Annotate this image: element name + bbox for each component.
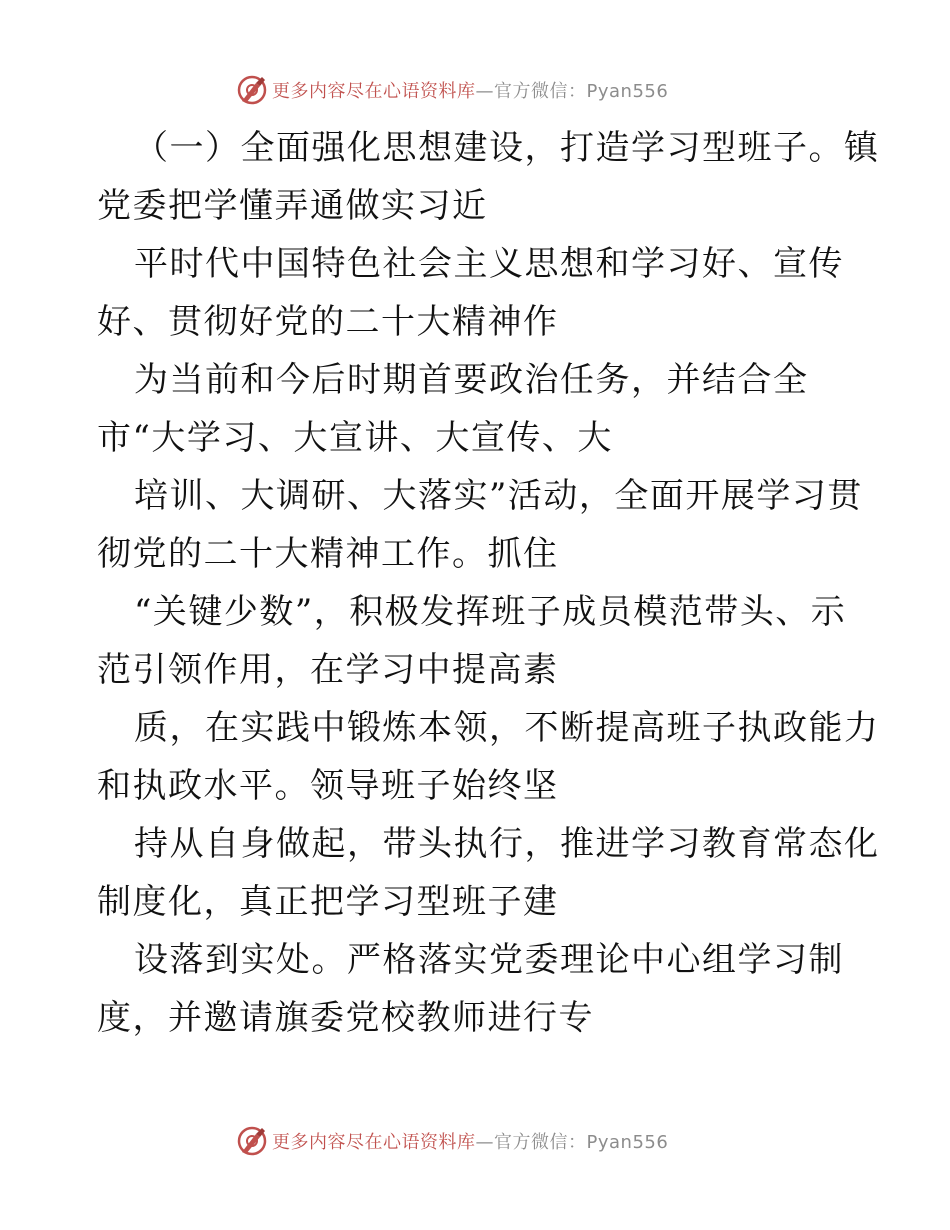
pen-logo-icon — [236, 1125, 268, 1157]
body-line: 设落到实处。严格落实党委理论中心组学习制 — [134, 940, 844, 980]
body-line: 度，并邀请旗委党校教师进行专 — [97, 998, 594, 1038]
body-line: 范引领作用，在学习中提高素 — [97, 650, 559, 690]
body-line: 党委把学懂弄通做实习近 — [97, 186, 488, 226]
body-line: 为当前和今后时期首要政治任务，并结合全 — [134, 360, 809, 400]
body-line: 好、贯彻好党的二十大精神作 — [97, 302, 559, 342]
watermark-wechat-text: —官方微信：Pyan556 — [475, 81, 669, 102]
body-line: 和执政水平。领导班子始终坚 — [97, 766, 559, 806]
body-line: 平时代中国特色社会主义思想和学习好、宣传 — [134, 244, 844, 284]
pen-logo-icon — [236, 74, 268, 106]
body-line: 持从自身做起，带头执行，推进学习教育常态化 — [134, 824, 880, 864]
body-line: 市“大学习、大宣讲、大宣传、大 — [97, 418, 613, 458]
footer-watermark — [236, 1124, 668, 1158]
watermark-brand-text: 更多内容尽在心语资料库 — [272, 81, 476, 102]
header-watermark — [236, 73, 668, 107]
body-line: 质，在实践中锻炼本领，不断提高班子执政能力 — [134, 708, 880, 748]
watermark-wechat-text: —官方微信：Pyan556 — [475, 1132, 669, 1153]
body-line: 制度化，真正把学习型班子建 — [97, 882, 559, 922]
body-line: “关键少数”，积极发挥班子成员模范带头、示 — [134, 592, 847, 632]
body-line: 培训、大调研、大落实”活动，全面开展学习贯 — [134, 476, 863, 516]
watermark-brand-text: 更多内容尽在心语资料库 — [272, 1132, 476, 1153]
body-line: （一）全面强化思想建设，打造学习型班子。镇 — [134, 128, 880, 168]
body-line: 彻党的二十大精神工作。抓住 — [97, 534, 559, 574]
